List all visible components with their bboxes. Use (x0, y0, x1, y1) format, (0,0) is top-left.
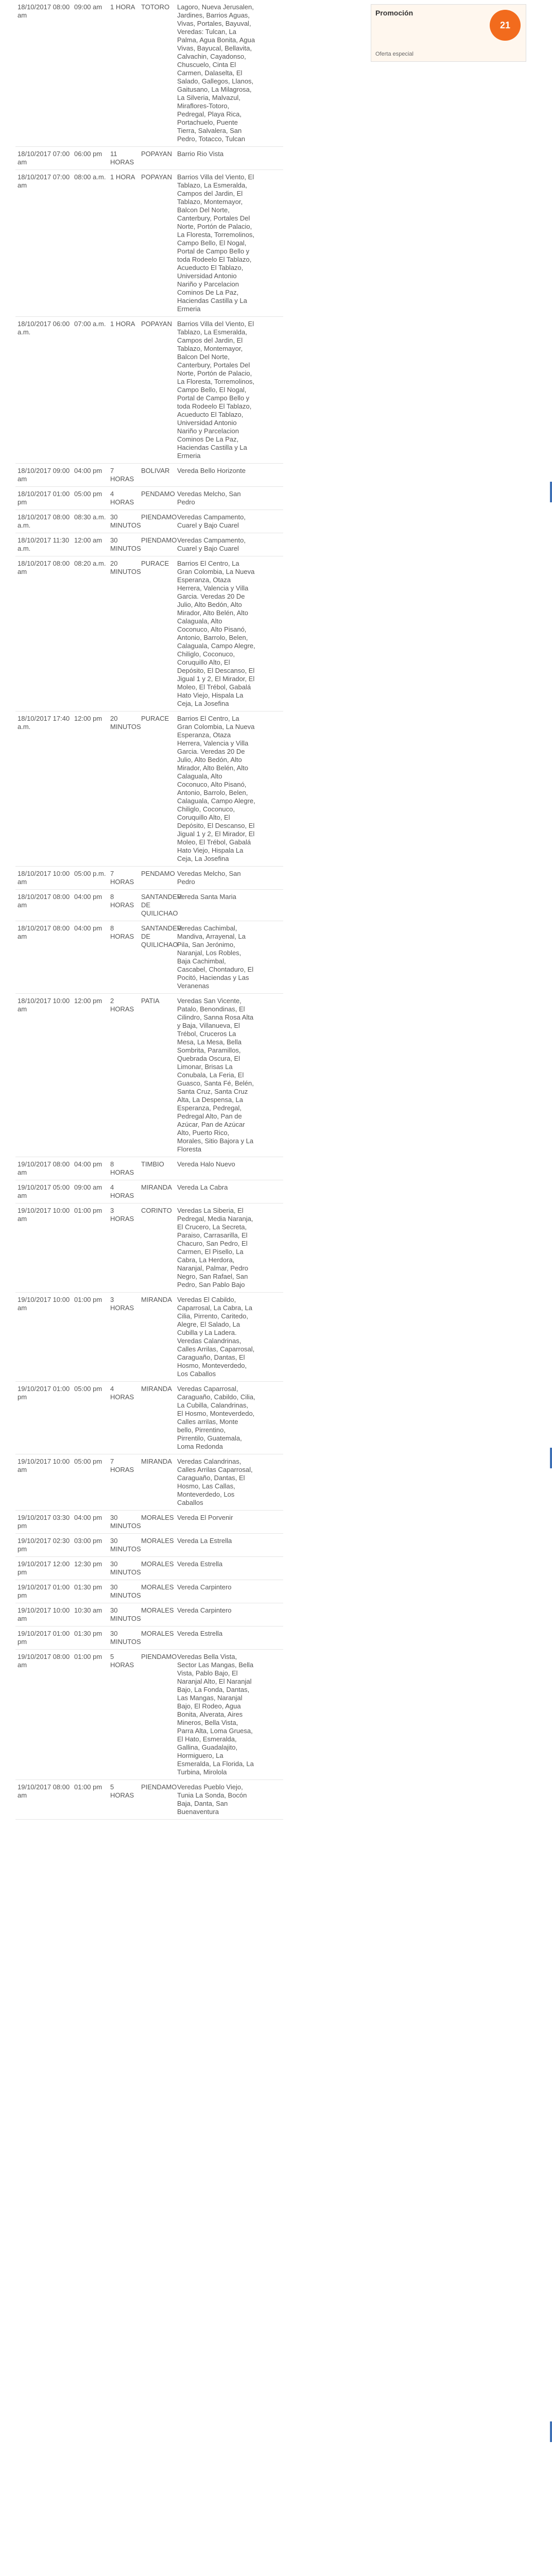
schedule-date: 18/10/2017 01:00 pm (18, 490, 70, 506)
schedule-date: 18/10/2017 08:00 am (18, 893, 70, 909)
schedule-date: 18/10/2017 11:30 a.m. (18, 536, 70, 552)
schedule-duration: 2 HORAS (110, 997, 134, 1013)
table-row (15, 1557, 283, 1580)
schedule-duration: 30 MINUTOS (110, 1630, 141, 1646)
schedule-circuit: POPAYAN (141, 320, 172, 328)
schedule-duration: 30 MINUTOS (110, 1537, 141, 1553)
table-row (15, 1180, 283, 1204)
table-row (15, 556, 283, 711)
schedule-end: 12:00 pm (74, 715, 102, 722)
schedule-duration: 7 HORAS (110, 870, 134, 886)
schedule-circuit: MIRANDA (141, 1296, 172, 1303)
schedule-circuit: PURACE (141, 560, 169, 567)
schedule-circuit: TIMBIO (141, 1160, 164, 1168)
schedule-zones: Vereda Bello Horizonte (177, 467, 246, 474)
schedule-circuit: MORALES (141, 1560, 174, 1568)
table-row (15, 1626, 283, 1650)
schedule-end: 06:00 pm (74, 150, 102, 158)
schedule-end: 08:20 a.m. (74, 560, 106, 567)
table-row (15, 1534, 283, 1557)
schedule-end: 05:00 pm (74, 1385, 102, 1393)
schedule-zones: Vereda Carpintero (177, 1606, 232, 1614)
table-row (15, 1293, 283, 1382)
table-row (15, 867, 283, 890)
schedule-end: 01:30 pm (74, 1630, 102, 1637)
schedule-end: 05:00 pm (74, 1458, 102, 1465)
schedule-circuit: MIRANDA (141, 1385, 172, 1393)
schedule-date: 19/10/2017 01:00 pm (18, 1630, 70, 1646)
schedule-end: 12:00 am (74, 536, 102, 544)
schedule-zones: Vereda Carpintero (177, 1583, 232, 1591)
table-row (15, 147, 283, 170)
schedule-zones: Veredas Campamento, Cuarel y Bajo Cuarel (177, 536, 246, 552)
schedule-duration: 8 HORAS (110, 1160, 134, 1176)
schedule-zones: Vereda Halo Nuevo (177, 1160, 235, 1168)
schedule-circuit: CORINTO (141, 1207, 172, 1214)
schedule-zones: Veredas Melcho, San Pedro (177, 870, 241, 886)
schedule-circuit: PIENDAMO (141, 536, 177, 544)
schedule-zones: Vereda Santa Maria (177, 893, 236, 901)
schedule-date: 18/10/2017 10:00 am (18, 870, 70, 886)
schedule-circuit: MIRANDA (141, 1183, 172, 1191)
schedule-duration: 3 HORAS (110, 1296, 134, 1312)
schedule-duration: 4 HORAS (110, 1385, 134, 1401)
schedule-zones: Veredas Melcho, San Pedro (177, 490, 241, 506)
schedule-date: 18/10/2017 08:00 am (18, 924, 70, 940)
table-row (15, 711, 283, 867)
schedule-end: 05:00 pm (74, 490, 102, 498)
table-row (15, 464, 283, 487)
schedule-circuit: SANTANDER DE QUILICHAO (141, 893, 182, 917)
schedule-zones: Barrios El Centro, La Gran Colombia, La Nueva Esperanza, Otaza Herrera, Valencia y Villa Garcia. Veredas 20 De Julio, Alto Bedón, Alto Mirador, Alto Belén, Alto Calaguala, Alto Coconuco, Alto Pisanó, Antonio, Barrolo, Belen, Calaguala, Campo Alegre, Chiliglo, Coconuco, Coruquillo Alto, El Depósito, El Descanso, El Jigual 1 y 2, El Mirador, El Moleo, El Trébol, Gabalá Hato Viejo, Hispala La Ceja, La Josefina (177, 560, 255, 707)
schedule-circuit: PENDAMO (141, 870, 175, 877)
schedule-end: 04:00 pm (74, 467, 102, 474)
schedule-circuit: POPAYAN (141, 150, 172, 158)
schedule-end: 10:30 am (74, 1606, 102, 1614)
table-row (15, 1511, 283, 1534)
schedule-end: 04:00 pm (74, 893, 102, 901)
promo-date-badge: 21 (490, 10, 521, 41)
schedule-end: 01:00 pm (74, 1296, 102, 1303)
schedule-date: 19/10/2017 10:00 am (18, 1296, 70, 1312)
schedule-end: 05:00 p.m. (74, 870, 106, 877)
schedule-end: 09:00 am (74, 3, 102, 11)
schedule-zones: Veredas Pueblo Viejo, Tunia La Sonda, Bocón Baja, Danta, San Buenaventura (177, 1783, 247, 1816)
schedule-end: 08:00 a.m. (74, 173, 106, 181)
scroll-indicator[interactable] (550, 1448, 552, 1468)
schedule-date: 18/10/2017 10:00 am (18, 997, 70, 1013)
schedule-date: 19/10/2017 01:00 pm (18, 1385, 70, 1401)
schedule-zones: Vereda El Porvenir (177, 1514, 233, 1521)
schedule-end: 07:00 a.m. (74, 320, 106, 328)
schedule-circuit: PIENDAMO (141, 1653, 177, 1660)
schedule-zones: Veredas Calandrinas, Calles Arrilas Caparrosal, Caraguaño, Dantas, El Hosmo, Las Callas, Monteverdedo, Los Caballos (177, 1458, 253, 1506)
schedule-end: 01:00 pm (74, 1207, 102, 1214)
table-row (15, 921, 283, 994)
schedule-end: 04:00 pm (74, 924, 102, 932)
schedule-zones: Barrio Rio Vista (177, 150, 224, 158)
schedule-duration: 20 MINUTOS (110, 715, 141, 731)
schedule-duration: 30 MINUTOS (110, 1514, 141, 1530)
schedule-end: 04:00 pm (74, 1514, 102, 1521)
schedule-duration: 8 HORAS (110, 924, 134, 940)
schedule-zones: Veredas San Vicente, Patalo, Benondinas, El Cilindro, Sanna Rosa Alta y Baja, Villanueva, El Trébol, Cruceros La Mesa, La Mesa, Bella Sombrita, Paramillos, Quebrada Oscura, El Limonar, Brisas La Conubala, La Feria, El Guasco, Santa Fé, Belén, Santa Cruz, Santa Cruz Alta, La Despensa, La Esperanza, Pedregal, Pedregal Alto, Pan de Azúcar, Pan de Azúcar Alto, Puerto Rico, Morales, Sitio Bajora y La Floresta (177, 997, 254, 1153)
schedule-zones: Vereda La Cabra (177, 1183, 228, 1191)
schedule-circuit: MORALES (141, 1630, 174, 1637)
table-row (15, 994, 283, 1157)
schedule-end: 01:00 pm (74, 1783, 102, 1791)
schedule-duration: 20 MINUTOS (110, 560, 141, 575)
schedule-duration: 4 HORAS (110, 1183, 134, 1199)
table-row (15, 1204, 283, 1293)
scroll-indicator[interactable] (550, 482, 552, 502)
schedule-end: 01:30 pm (74, 1583, 102, 1591)
schedule-zones: Vereda Estrella (177, 1560, 223, 1568)
schedule-circuit: MORALES (141, 1514, 174, 1521)
schedule-date: 18/10/2017 09:00 am (18, 467, 70, 483)
table-row (15, 890, 283, 921)
schedule-date: 18/10/2017 08:00 am (18, 3, 70, 19)
schedule-circuit: PATIA (141, 997, 160, 1005)
schedule-date: 18/10/2017 07:00 am (18, 150, 70, 166)
schedule-date: 19/10/2017 05:00 am (18, 1183, 70, 1199)
scroll-indicator[interactable] (550, 2421, 552, 2442)
schedule-circuit: MORALES (141, 1537, 174, 1545)
schedule-date: 18/10/2017 08:00 a.m. (18, 513, 70, 529)
schedule-duration: 4 HORAS (110, 490, 134, 506)
schedule-zones: Barrios Villa del Viento, El Tablazo, La Esmeralda, Campos del Jardin, El Tablazo, Montemayor, Balcon Del Norte, Canterbury, Portales Del Norte, Portón de Palacio, La Floresta, Torremolinos, Campo Bello, El Nogal, Portal de Campo Bello y toda Rodeelo El Tablazo, Acueducto El Tablazo, Universidad Antonio Nariño y Parcelacion Cominos De La Paz, Haciendas Castilla y La Ermeria (177, 173, 255, 313)
schedule-date: 19/10/2017 10:00 am (18, 1458, 70, 1473)
schedule-duration: 30 MINUTOS (110, 1583, 141, 1599)
schedule-circuit: PIENDAMO (141, 513, 177, 521)
schedule-zones: Veredas La Siberia, El Pedregal, Media Naranja, El Crucero, La Secreta, Paraiso, Carrasarilla, El Chacuro, San Pedro, El Carmen, El Pisello, La Cabra, La Herdora, Naranjal, Palmar, Pedro Negro, San Rafael, San Pedro, San Pablo Bajo (177, 1207, 253, 1289)
table-row (15, 0, 283, 147)
schedule-zones: Vereda La Estrella (177, 1537, 232, 1545)
schedule-date: 19/10/2017 08:00 am (18, 1783, 70, 1799)
schedule-date: 18/10/2017 17:40 a.m. (18, 715, 70, 731)
schedule-duration: 1 HORA (110, 3, 135, 11)
schedule-date: 19/10/2017 02:30 pm (18, 1537, 70, 1553)
table-row (15, 1580, 283, 1603)
schedule-date: 19/10/2017 01:00 pm (18, 1583, 70, 1599)
schedule-date: 19/10/2017 08:00 am (18, 1653, 70, 1669)
promo-banner[interactable] (371, 4, 526, 62)
schedule-duration: 30 MINUTOS (110, 1560, 141, 1576)
schedule-duration: 3 HORAS (110, 1207, 134, 1223)
schedule-circuit: PURACE (141, 715, 169, 722)
schedule-circuit: POPAYAN (141, 173, 172, 181)
promo-subtitle: Oferta especial (375, 51, 413, 57)
schedule-date: 19/10/2017 10:00 am (18, 1207, 70, 1223)
schedule-duration: 1 HORA (110, 173, 135, 181)
schedule-zones: Veredas Bella Vista, Sector Las Mangas, Bella Vista, Pablo Bajo, El Naranjal Alto, El Naranjal Bajo, La Fonda, Dantas, Las Mangas, Naranjal Bajo, El Rodeo, Agua Bonita, Alverata, Aires Mineros, Bella Vista, Parra Alta, Loma Gruesa, El Hato, Esmeralda, Gallina, Guadalajito, Hormiguero, La Esmeralda, La Florida, La Turbina, Mirolola (177, 1653, 254, 1776)
promo-headline: Promoción (375, 9, 413, 17)
schedule-duration: 30 MINUTOS (110, 513, 141, 529)
schedule-date: 19/10/2017 12:00 pm (18, 1560, 70, 1576)
schedule-circuit: SANTANDER DE QUILICHAO (141, 924, 182, 948)
table-row (15, 487, 283, 510)
schedule-end: 12:30 pm (74, 1560, 102, 1568)
table-row (15, 1650, 283, 1780)
schedule-zones: Veredas Caparrosal, Caraguaño, Cabildo, Cilia, La Cubilla, Calandrinas, El Hosmo, Monteverdedo, Calles arrilas, Monte bello, Pirrentino, Pirrentilo, Guatemala, Loma Redonda (177, 1385, 255, 1450)
schedule-circuit: PIENDAMO (141, 1783, 177, 1791)
schedule-duration: 1 HORA (110, 320, 135, 328)
schedule-end: 12:00 pm (74, 997, 102, 1005)
schedule-duration: 5 HORAS (110, 1783, 134, 1799)
schedule-date: 19/10/2017 08:00 am (18, 1160, 70, 1176)
schedule-table (15, 0, 283, 1820)
schedule-zones: Lagoro, Nueva Jerusalen, Jardines, Barrios Aguas, Vivas, Portales, Bayuval, Veredas: Tulcan, La Palma, Agua Bonita, Agua Vivas, Bayucal, Bellavita, Calvachin, Cayadonso, Chuscuelo, Cinta El Carmen, Dalaselta, El Salado, Gallegos, Llanos, Gaitusano, La Milagrosa, La Silveria, Malvazul, Miraflores-Totoro, Pedregal, Playa Rica, Portachuelo, Puente Tierra, Salvalera, San Pedro, Totacco, Tulcan (177, 3, 255, 143)
table-row (15, 317, 283, 464)
table-row (15, 1157, 283, 1180)
schedule-duration: 5 HORAS (110, 1653, 134, 1669)
schedule-end: 08:30 a.m. (74, 513, 106, 521)
schedule-zones: Veredas Campamento, Cuarel y Bajo Cuarel (177, 513, 246, 529)
schedule-circuit: PENDAMO (141, 490, 175, 498)
schedule-zones: Barrios Villa del Viento, El Tablazo, La Esmeralda, Campos del Jardin, El Tablazo, Montemayor, Balcon Del Norte, Canterbury, Portales Del Norte, Portón de Palacio, La Floresta, Torremolinos, Campo Bello, El Nogal, Portal de Campo Bello y toda Rodeelo El Tablazo, Acueducto El Tablazo, Universidad Antonio Nariño y Parcelacion Cominos De La Paz, Haciendas Castilla y La Ermeria (177, 320, 255, 460)
schedule-circuit: TOTORO (141, 3, 170, 11)
schedule-duration: 8 HORAS (110, 893, 134, 909)
schedule-duration: 7 HORAS (110, 467, 134, 483)
table-row (15, 1780, 283, 1820)
schedule-date: 18/10/2017 08:00 am (18, 560, 70, 575)
table-row (15, 170, 283, 317)
table-row (15, 510, 283, 533)
schedule-duration: 7 HORAS (110, 1458, 134, 1473)
schedule-zones: Vereda Estrella (177, 1630, 223, 1637)
schedule-end: 01:00 pm (74, 1653, 102, 1660)
schedule-circuit: MIRANDA (141, 1458, 172, 1465)
schedule-circuit: BOLIVAR (141, 467, 170, 474)
schedule-end: 09:00 am (74, 1183, 102, 1191)
schedule-date: 19/10/2017 10:00 am (18, 1606, 70, 1622)
schedule-zones: Veredas El Cabildo, Caparrosal, La Cabra, La Cilia, Pirrento, Caritedo, Alegre, El Salado, La Cubilla y La Ladera. Veredas Calandrinas, Calles Arrilas, Caparrosal, Caraguaño, Dantas, El Hosmo, Monteverdedo, Los Caballos (177, 1296, 255, 1378)
schedule-zones: Barrios El Centro, La Gran Colombia, La Nueva Esperanza, Otaza Herrera, Valencia y Villa Garcia. Veredas 20 De Julio, Alto Bedón, Alto Mirador, Alto Belén, Alto Calaguala, Alto Coconuco, Alto Pisanó, Antonio, Barrolo, Belen, Calaguala, Campo Alegre, Chiliglo, Coconuco, Coruquillo Alto, El Depósito, El Descanso, El Jigual 1 y 2, El Mirador, El Moleo, El Trébol, Gabalá Hato Viejo, Hispala La Ceja, La Josefina (177, 715, 255, 862)
table-row (15, 1454, 283, 1511)
schedule-date: 18/10/2017 06:00 a.m. (18, 320, 70, 336)
schedule-circuit: MORALES (141, 1583, 174, 1591)
schedule-duration: 30 MINUTOS (110, 536, 141, 552)
table-row (15, 533, 283, 556)
schedule-duration: 11 HORAS (110, 150, 134, 166)
schedule-circuit: MORALES (141, 1606, 174, 1614)
table-row (15, 1603, 283, 1626)
schedule-end: 04:00 pm (74, 1160, 102, 1168)
schedule-zones: Veredas Cachimbal, Mandiva, Arrayenal, La Pila, San Jerónimo, Naranjal, Los Robles, Baja Cachimbal, Cascabel, Chontaduro, El Pocitó, Haciendas y Las Veranenas (177, 924, 254, 990)
schedule-duration: 30 MINUTOS (110, 1606, 141, 1622)
schedule-date: 19/10/2017 03:30 pm (18, 1514, 70, 1530)
schedule-end: 03:00 pm (74, 1537, 102, 1545)
table-row (15, 1382, 283, 1454)
schedule-date: 18/10/2017 07:00 am (18, 173, 70, 189)
